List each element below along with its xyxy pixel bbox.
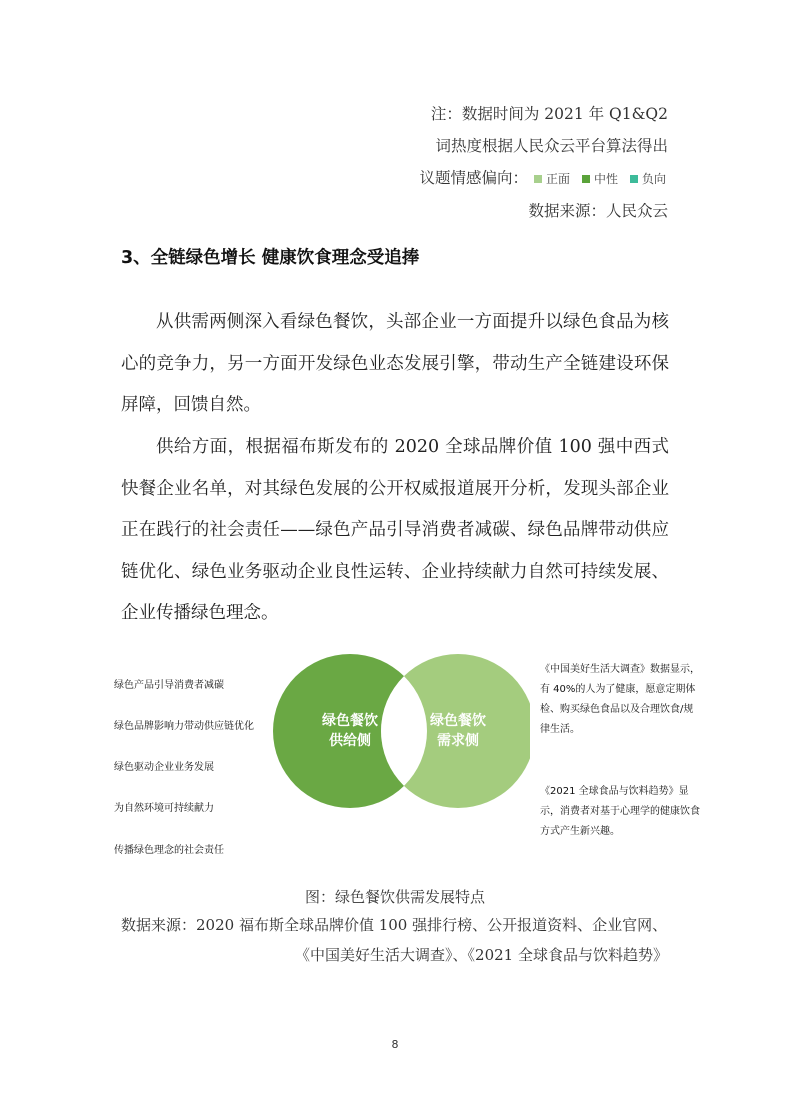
section-heading: 3、全链绿色增长 健康饮食理念受追捧	[121, 248, 420, 268]
venn-diagram	[270, 646, 530, 876]
figure-caption: 图：绿色餐饮供需发展特点	[304, 888, 485, 906]
left-item-4: 为自然环境可持续献力	[114, 803, 214, 814]
note-date: 注：数据时间为 2021 年 Q1&Q2	[430, 105, 668, 123]
chart-notes	[419, 98, 668, 227]
legend-swatch-negative	[630, 175, 638, 183]
legend-swatch-positive	[534, 175, 542, 183]
note-method: 词热度根据人民众云平台算法得出	[435, 137, 668, 155]
supply-side-label-2: 供给侧	[329, 733, 371, 749]
legend-label-negative: 负向	[641, 172, 666, 186]
paragraph-1: 从供需两侧深入看绿色餐饮，头部企业一方面提升以绿色食品为核心的竞争力，另一方面开发绿色业态发展引擎，带动生产全链建设环保屏障，回馈自然。	[121, 312, 669, 415]
demand-side-label-2: 需求侧	[437, 733, 479, 749]
supply-side-label-1: 绿色餐饮	[322, 713, 378, 729]
right-text-trend: 《2021 全球食品与饮料趋势》显示，消费者对基于心理学的健康饮食方式产生新兴趣。	[540, 786, 700, 837]
sentiment-label: 议题情感偏向：	[419, 169, 528, 187]
figure-source-line-1: 数据来源：2020 福布斯全球品牌价值 100 强排行榜、公开报道资料、企业官网、	[121, 916, 668, 934]
legend-label-neutral: 中性	[593, 172, 618, 186]
paragraph-2: 供给方面，根据福布斯发布的 2020 全球品牌价值 100 强中西式快餐企业名单，对其绿色发展的公开权威报道展开分析，发现头部企业正在践行的社会责任——绿色产品引导消费者减碳、绿色品牌带动供应链优化、绿色业务驱动企业良性运转、企业持续献力自然可持续发展、企业传播绿色理念。	[121, 437, 669, 623]
left-item-2: 绿色品牌影响力带动供应链优化	[114, 721, 254, 732]
venn-figure	[100, 640, 700, 880]
left-item-1: 绿色产品引导消费者减碳	[114, 680, 224, 691]
note-sentiment	[419, 162, 668, 195]
sentiment-legend	[528, 163, 668, 195]
left-item-5: 传播绿色理念的社会责任	[114, 845, 224, 856]
demand-side-label-1: 绿色餐饮	[430, 713, 486, 729]
legend-swatch-neutral	[582, 175, 590, 183]
figure-source-line-2: 《中国美好生活大调查》、《2021 全球食品与饮料趋势》	[295, 946, 668, 964]
legend-label-positive: 正面	[545, 172, 570, 186]
page-number: 8	[391, 1038, 399, 1051]
right-text-survey: 《中国美好生活大调查》数据显示，有 40%的人为了健康，愿意定期体检、购买绿色食品以及合理饮食/规律生活。	[540, 664, 700, 735]
left-item-3: 绿色驱动企业业务发展	[114, 762, 214, 773]
note-source: 数据来源：人民众云	[528, 202, 668, 220]
